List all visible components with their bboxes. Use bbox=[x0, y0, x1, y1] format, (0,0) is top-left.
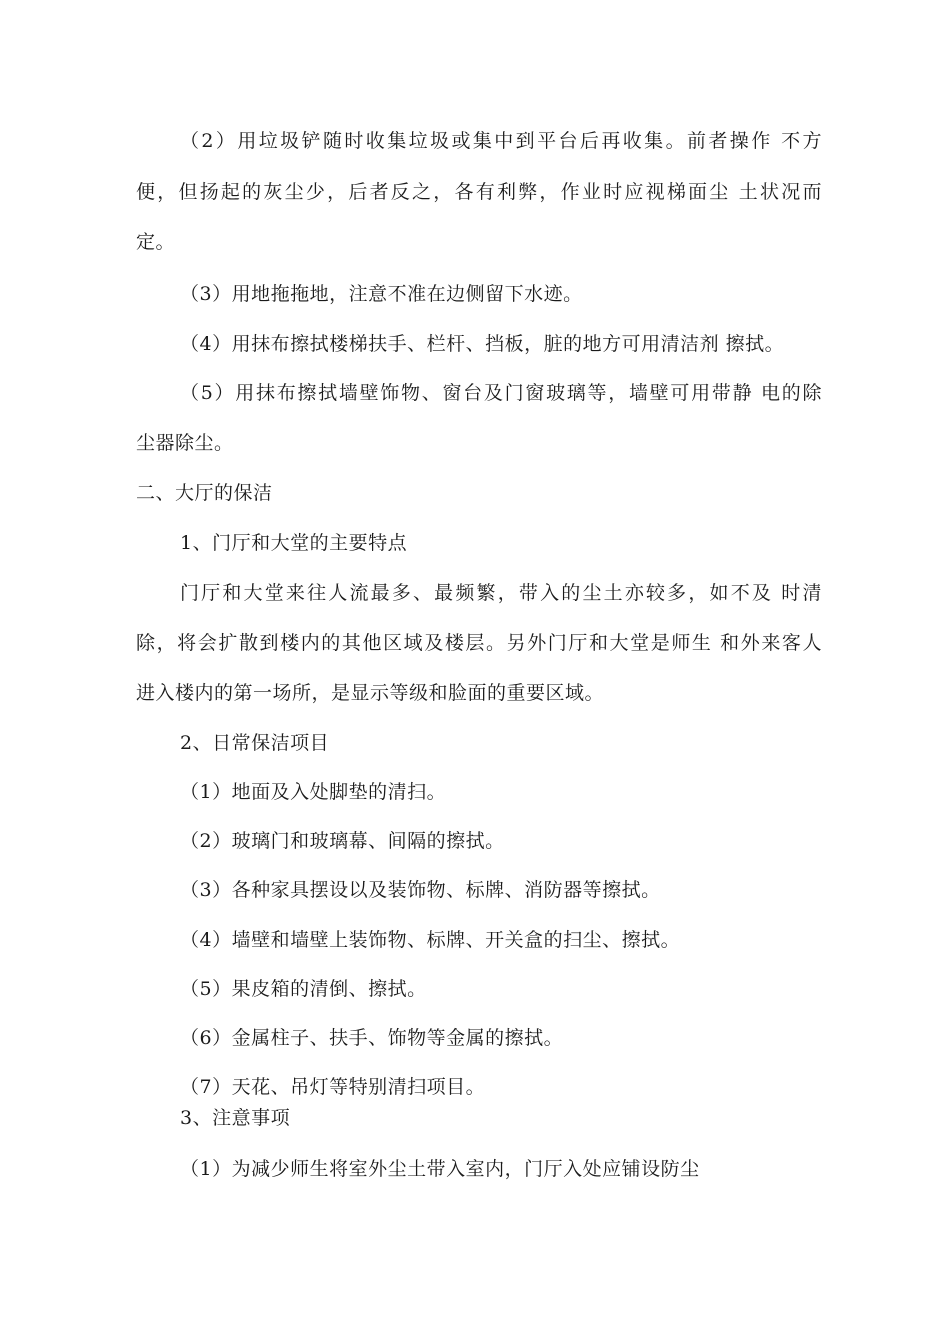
subsection-heading-notes: 3、注意事项 bbox=[180, 1107, 291, 1129]
daily-item-7: （7）天花、吊灯等特别清扫项目。 bbox=[180, 1076, 486, 1098]
paragraph-item-2-line-1: （2）用垃圾铲随时收集垃圾或集中到平台后再收集。前者操作 不方 bbox=[180, 130, 822, 152]
daily-item-6: （6）金属柱子、扶手、饰物等金属的擦拭。 bbox=[180, 1027, 564, 1049]
features-paragraph-line-1: 门厅和大堂来往人流最多、最频繁，带入的尘土亦较多，如不及 时清 bbox=[180, 582, 822, 604]
features-paragraph-line-3: 进入楼内的第一场所，是显示等级和脸面的重要区域。 bbox=[136, 682, 605, 704]
paragraph-item-2-line-3: 定。 bbox=[136, 231, 176, 253]
features-paragraph-line-2: 除，将会扩散到楼内的其他区域及楼层。另外门厅和大堂是师生 和外来客人 bbox=[136, 632, 822, 654]
paragraph-item-4: （4）用抹布擦拭楼梯扶手、栏杆、挡板，脏的地方可用清洁剂 擦拭。 bbox=[180, 333, 785, 355]
paragraph-item-5-line-1: （5）用抹布擦拭墙壁饰物、窗台及门窗玻璃等，墙壁可用带静 电的除 bbox=[180, 382, 822, 404]
section-heading-lobby-cleaning: 二、大厅的保洁 bbox=[136, 482, 273, 504]
daily-item-4: （4）墙壁和墙壁上装饰物、标牌、开关盒的扫尘、擦拭。 bbox=[180, 929, 681, 951]
paragraph-item-3: （3）用地拖拖地，注意不准在边侧留下水迹。 bbox=[180, 283, 583, 305]
paragraph-item-5-line-2: 尘器除尘。 bbox=[136, 432, 234, 454]
subsection-heading-daily-items: 2、日常保洁项目 bbox=[180, 732, 330, 754]
notes-item-1: （1）为减少师生将室外尘土带入室内，门厅入处应铺设防尘 bbox=[180, 1158, 700, 1180]
daily-item-3: （3）各种家具摆设以及装饰物、标牌、消防器等擦拭。 bbox=[180, 879, 661, 901]
subsection-heading-features: 1、门厅和大堂的主要特点 bbox=[180, 532, 408, 554]
daily-item-2: （2）玻璃门和玻璃幕、间隔的擦拭。 bbox=[180, 830, 505, 852]
paragraph-item-2-line-2: 便，但扬起的灰尘少，后者反之，各有利弊，作业时应视梯面尘 土状况而 bbox=[136, 181, 822, 203]
daily-item-5: （5）果皮箱的清倒、擦拭。 bbox=[180, 978, 427, 1000]
daily-item-1: （1）地面及入处脚垫的清扫。 bbox=[180, 781, 447, 803]
